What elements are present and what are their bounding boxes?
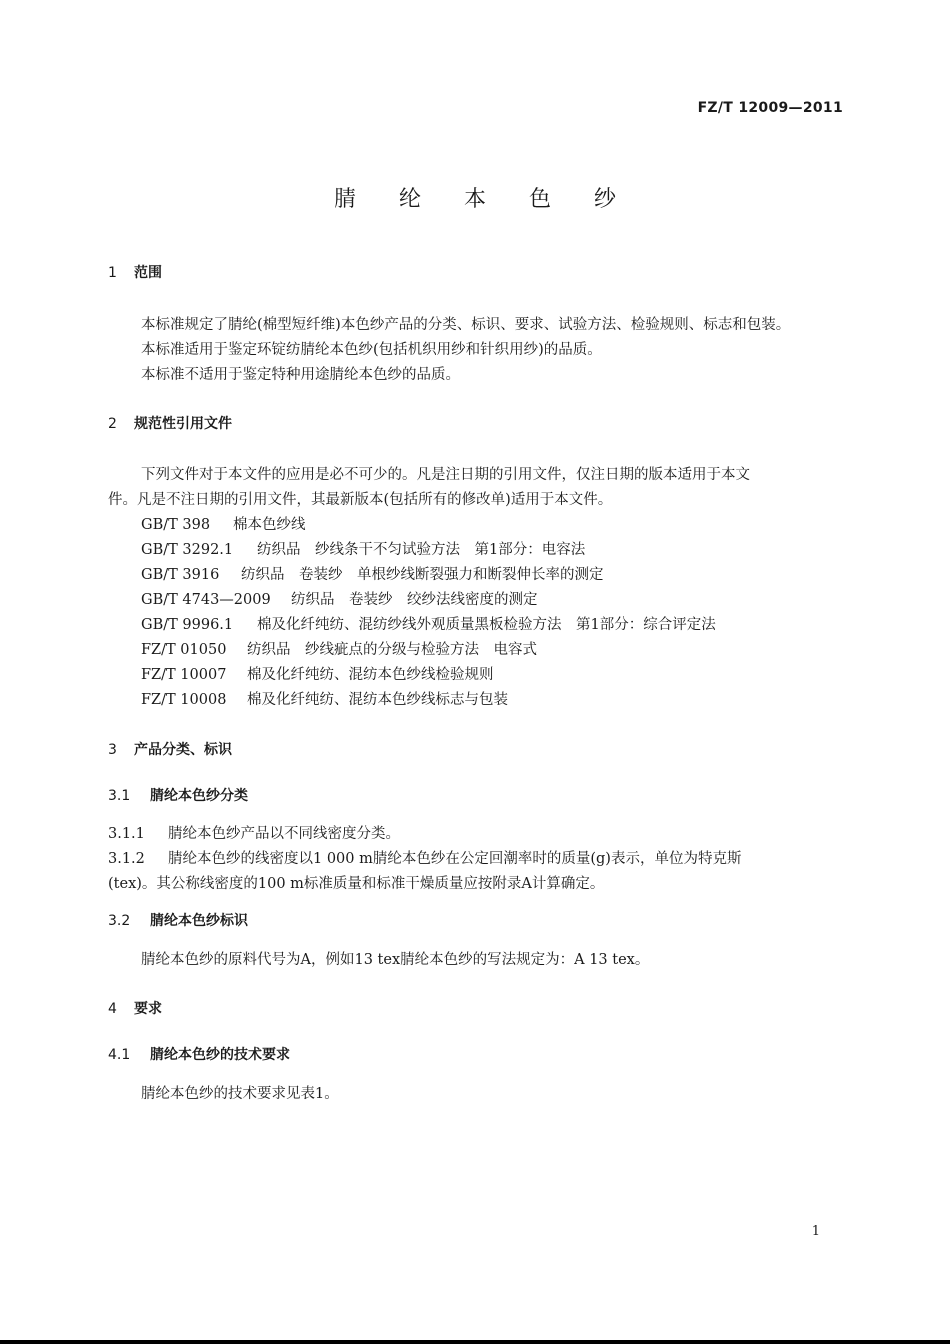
scope-paragraph-2: 本标准适用于鉴定环锭纺腈纶本色纱(包括机织用纱和针织用纱)的品质。	[141, 342, 602, 358]
reference-item	[141, 538, 585, 559]
section-3-heading	[108, 739, 232, 759]
section-number: 3.1	[108, 788, 131, 804]
reference-title: 纺织品 纱线疵点的分级与检验方法 电容式	[247, 642, 537, 658]
section-title: 范围	[134, 265, 162, 281]
reference-code: GB/T 3916	[141, 567, 220, 583]
section-3-2-heading	[108, 910, 248, 930]
section-title: 产品分类、标识	[134, 742, 232, 758]
identification-paragraph: 腈纶本色纱的原料代号为A，例如13 tex腈纶本色纱的写法规定为：A 13 tex。	[141, 952, 650, 968]
clause-3-1-1	[108, 822, 400, 843]
reference-item	[141, 663, 494, 684]
reference-item	[141, 563, 604, 584]
reference-item	[141, 588, 538, 609]
scope-paragraph-3: 本标准不适用于鉴定特种用途腈纶本色纱的品质。	[141, 367, 460, 383]
references-intro-line-1: 下列文件对于本文件的应用是必不可少的。凡是注日期的引用文件，仅注日期的版本适用于本文	[141, 467, 750, 483]
clause-text: 腈纶本色纱的线密度以1 000 m腈纶本色纱在公定回潮率时的质量(g)表示，单位为特克斯	[168, 851, 742, 867]
section-4-1-heading	[108, 1044, 290, 1064]
clause-text: 腈纶本色纱产品以不同线密度分类。	[168, 826, 400, 842]
section-number: 1	[108, 265, 117, 281]
references-intro-line-2: 件。凡是不注日期的引用文件，其最新版本(包括所有的修改单)适用于本文件。	[108, 492, 613, 508]
section-number: 4.1	[108, 1047, 131, 1063]
reference-code: GB/T 4743—2009	[141, 592, 271, 608]
reference-item	[141, 688, 508, 709]
section-title: 腈纶本色纱标识	[150, 913, 248, 929]
reference-title: 棉及化纤纯纺、混纺本色纱线标志与包装	[247, 692, 508, 708]
reference-title: 棉本色纱线	[233, 517, 306, 533]
reference-title: 纺织品 卷装纱 绞纱法线密度的测定	[291, 592, 538, 608]
reference-code: FZ/T 10008	[141, 692, 227, 708]
reference-title: 棉及化纤纯纺、混纺纱线外观质量黑板检验方法 第1部分：综合评定法	[257, 617, 716, 633]
section-4-heading	[108, 998, 162, 1018]
reference-item	[141, 638, 537, 659]
bottom-border	[0, 1340, 950, 1344]
reference-code: GB/T 3292.1	[141, 542, 234, 558]
requirements-paragraph: 腈纶本色纱的技术要求见表1。	[141, 1086, 339, 1102]
reference-title: 纺织品 纱线条干不匀试验方法 第1部分：电容法	[257, 542, 586, 558]
standard-code: FZ/T 12009—2011	[697, 100, 843, 116]
reference-item	[141, 613, 716, 634]
section-title: 规范性引用文件	[134, 416, 232, 432]
section-number: 2	[108, 416, 117, 432]
section-title: 腈纶本色纱分类	[150, 788, 248, 804]
section-number: 3.2	[108, 913, 131, 929]
reference-item	[141, 513, 306, 534]
reference-title: 纺织品 卷装纱 单根纱线断裂强力和断裂伸长率的测定	[241, 567, 604, 583]
section-number: 3	[108, 742, 117, 758]
reference-title: 棉及化纤纯纺、混纺本色纱线检验规则	[247, 667, 494, 683]
clause-3-1-2	[108, 847, 741, 868]
clause-3-1-2-continued: (tex)。其公称线密度的100 m标准质量和标准干燥质量应按附录A计算确定。	[108, 876, 605, 892]
document-title: 腈 纶 本 色 纱	[334, 187, 634, 212]
section-3-1-heading	[108, 785, 248, 805]
scope-paragraph-1: 本标准规定了腈纶(棉型短纤维)本色纱产品的分类、标识、要求、试验方法、检验规则、标志和包装。	[141, 317, 791, 333]
clause-number: 3.1.1	[108, 826, 145, 842]
page-number: 1	[811, 1224, 820, 1239]
reference-code: FZ/T 10007	[141, 667, 227, 683]
section-number: 4	[108, 1001, 117, 1017]
reference-code: GB/T 9996.1	[141, 617, 234, 633]
reference-code: GB/T 398	[141, 517, 211, 533]
section-title: 要求	[134, 1001, 162, 1017]
section-2-heading	[108, 413, 232, 433]
section-title: 腈纶本色纱的技术要求	[150, 1047, 290, 1063]
section-1-heading	[108, 262, 162, 282]
clause-number: 3.1.2	[108, 851, 145, 867]
reference-code: FZ/T 01050	[141, 642, 227, 658]
